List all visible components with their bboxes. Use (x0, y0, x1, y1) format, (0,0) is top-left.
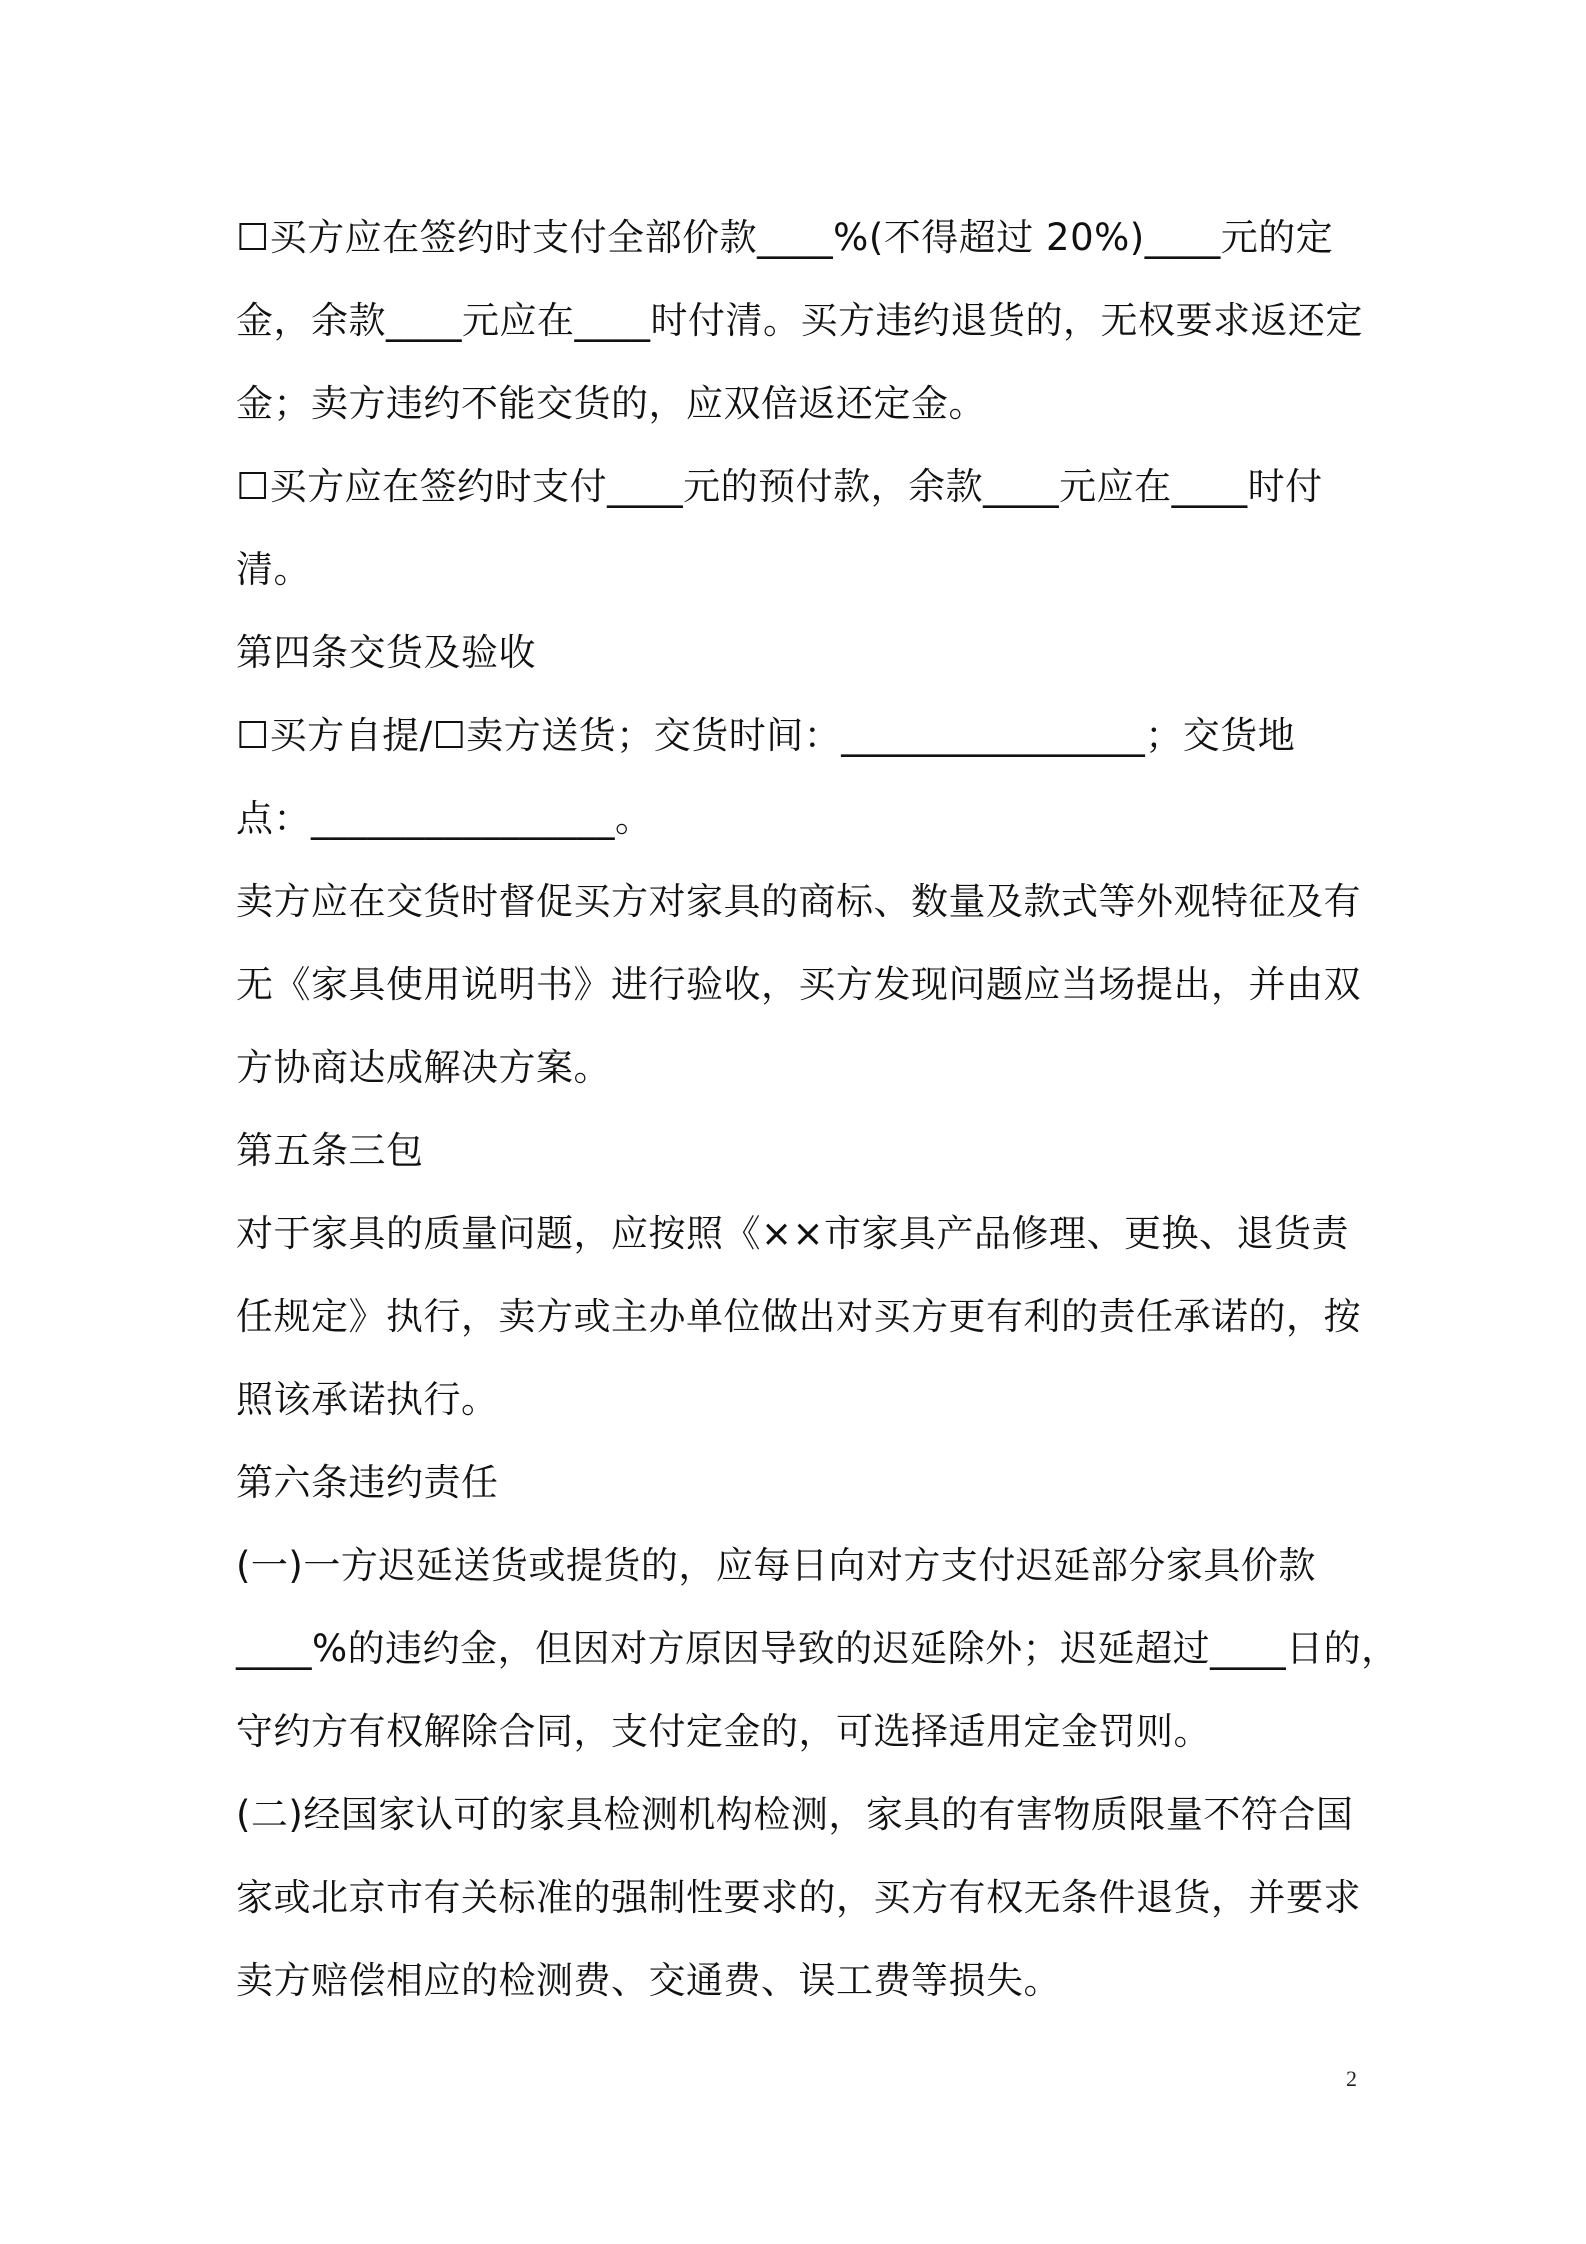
page-number: 2 (1346, 2066, 1357, 2091)
text-line: ☐买方应在签约时支付____元的预付款，余款____元应在____时付 (236, 465, 1323, 508)
section-heading: 第五条三包 (236, 1129, 424, 1172)
text-line: 家或北京市有关标准的强制性要求的，买方有权无条件退货，并要求 (236, 1876, 1361, 1919)
text-line: 对于家具的质量问题，应按照《××市家具产品修理、更换、退货责 (236, 1212, 1350, 1255)
text-line: 方协商达成解决方案。 (236, 1046, 611, 1089)
text-line: 卖方赔偿相应的检测费、交通费、误工费等损失。 (236, 1959, 1061, 2002)
text-line: 金，余款____元应在____时付清。买方违约退货的，无权要求返还定 (236, 299, 1363, 342)
text-line: 清。 (236, 548, 311, 591)
text-line: 守约方有权解除合同，支付定金的，可选择适用定金罚则。 (236, 1710, 1211, 1753)
text-line: 任规定》执行，卖方或主办单位做出对买方更有利的责任承诺的，按 (236, 1295, 1361, 1338)
text-line: ____%的违约金，但因对方原因导致的迟延除外；迟延超过____日的， (236, 1627, 1399, 1670)
text-line: 金；卖方违约不能交货的，应双倍返还定金。 (236, 382, 986, 425)
section-heading: 第四条交货及验收 (236, 631, 536, 674)
text-line: (二)经国家认可的家具检测机构检测，家具的有害物质限量不符合国 (236, 1793, 1354, 1836)
text-line: 无《家具使用说明书》进行验收，买方发现问题应当场提出，并由双 (236, 963, 1361, 1006)
text-line: 照该承诺执行。 (236, 1378, 499, 1421)
document-body (236, 196, 1399, 2022)
text-line: 点：________________。 (236, 797, 653, 840)
text-line: 卖方应在交货时督促买方对家具的商标、数量及款式等外观特征及有 (236, 880, 1361, 923)
text-line: ☐买方自提/☐卖方送货；交货时间：________________；交货地 (236, 714, 1296, 757)
section-heading: 第六条违约责任 (236, 1461, 499, 1504)
text-line: (一)一方迟延送货或提货的，应每日向对方支付迟延部分家具价款 (236, 1544, 1316, 1587)
text-line: ☐买方应在签约时支付全部价款____%(不得超过 20%)____元的定 (236, 216, 1334, 259)
